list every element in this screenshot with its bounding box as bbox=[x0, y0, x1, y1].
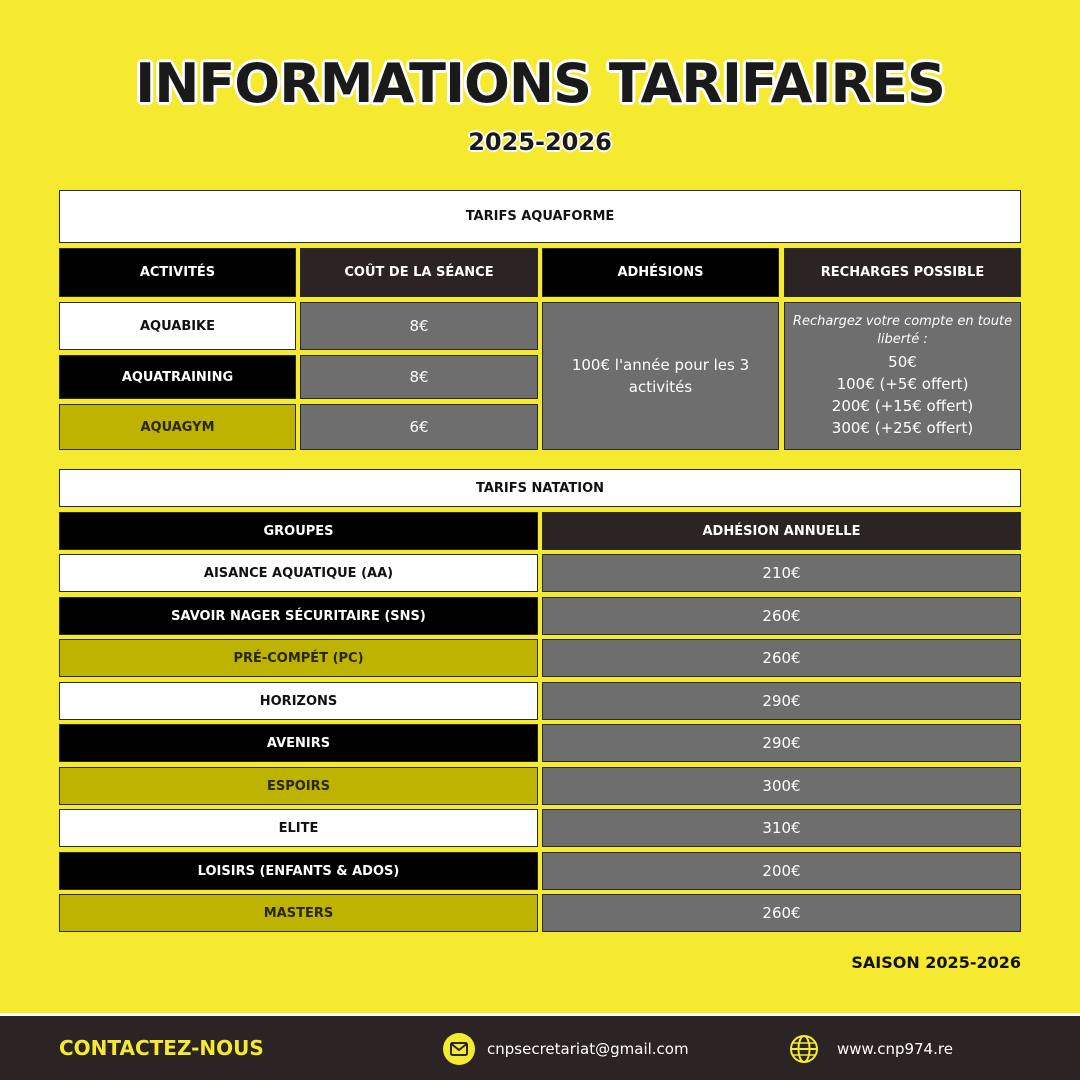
group-price: 260€ bbox=[542, 597, 1021, 635]
natation-table-title: TARIFS NATATION bbox=[59, 469, 1021, 507]
group-price: 200€ bbox=[542, 852, 1021, 890]
page-subtitle: 2025-2026 bbox=[468, 128, 612, 156]
group-name: AVENIRS bbox=[59, 724, 538, 762]
activity-aquatraining: AQUATRAINING bbox=[59, 355, 296, 399]
header-adhesion-annuelle: ADHÉSION ANNUELLE bbox=[542, 512, 1021, 550]
recharge-option: 50€ bbox=[888, 352, 917, 371]
group-price: 300€ bbox=[542, 767, 1021, 805]
recharge-info bbox=[784, 302, 1021, 450]
group-price: 260€ bbox=[542, 894, 1021, 932]
group-price: 210€ bbox=[542, 554, 1021, 592]
header-activites: ACTIVITÉS bbox=[59, 248, 296, 297]
activity-aquagym: AQUAGYM bbox=[59, 404, 296, 450]
recharge-option: 100€ (+5€ offert) bbox=[836, 374, 969, 393]
group-name: ESPOIRS bbox=[59, 767, 538, 805]
aquaforme-table-title: TARIFS AQUAFORME bbox=[59, 190, 1021, 243]
cost-aquatraining: 8€ bbox=[300, 355, 538, 399]
group-name: AISANCE AQUATIQUE (AA) bbox=[59, 554, 538, 592]
website-link[interactable]: www.cnp974.re bbox=[837, 1040, 953, 1058]
group-name: SAVOIR NAGER SÉCURITAIRE (SNS) bbox=[59, 597, 538, 635]
group-price: 290€ bbox=[542, 682, 1021, 720]
group-name: MASTERS bbox=[59, 894, 538, 932]
group-name: LOISIRS (ENFANTS & ADOS) bbox=[59, 852, 538, 890]
recharge-option: 300€ (+25€ offert) bbox=[831, 418, 974, 437]
group-name: HORIZONS bbox=[59, 682, 538, 720]
adhesion-info: 100€ l'année pour les 3 activités bbox=[542, 302, 779, 450]
saison-label: SAISON 2025-2026 bbox=[851, 953, 1021, 972]
cost-aquabike: 8€ bbox=[300, 302, 538, 350]
header-cout-seance: COÛT DE LA SÉANCE bbox=[300, 248, 538, 297]
group-name: PRÉ-COMPÉT (PC) bbox=[59, 639, 538, 677]
header-groupes: GROUPES bbox=[59, 512, 538, 550]
recharge-intro: Rechargez votre compte en toute liberté : bbox=[792, 314, 1013, 347]
group-price: 260€ bbox=[542, 639, 1021, 677]
mail-icon bbox=[443, 1033, 475, 1065]
footer bbox=[0, 1013, 1080, 1080]
group-name: ELITE bbox=[59, 809, 538, 847]
group-price: 290€ bbox=[542, 724, 1021, 762]
page-title: INFORMATIONS TARIFAIRES bbox=[135, 52, 945, 115]
header-adhesions: ADHÉSIONS bbox=[542, 248, 779, 297]
contact-label: CONTACTEZ-NOUS bbox=[59, 1036, 264, 1060]
header-recharges: RECHARGES POSSIBLE bbox=[784, 248, 1021, 297]
group-price: 310€ bbox=[542, 809, 1021, 847]
cost-aquagym: 6€ bbox=[300, 404, 538, 450]
recharge-option: 200€ (+15€ offert) bbox=[831, 396, 974, 415]
globe-icon bbox=[788, 1033, 820, 1065]
email-link[interactable]: cnpsecretariat@gmail.com bbox=[487, 1040, 689, 1058]
activity-aquabike: AQUABIKE bbox=[59, 302, 296, 350]
